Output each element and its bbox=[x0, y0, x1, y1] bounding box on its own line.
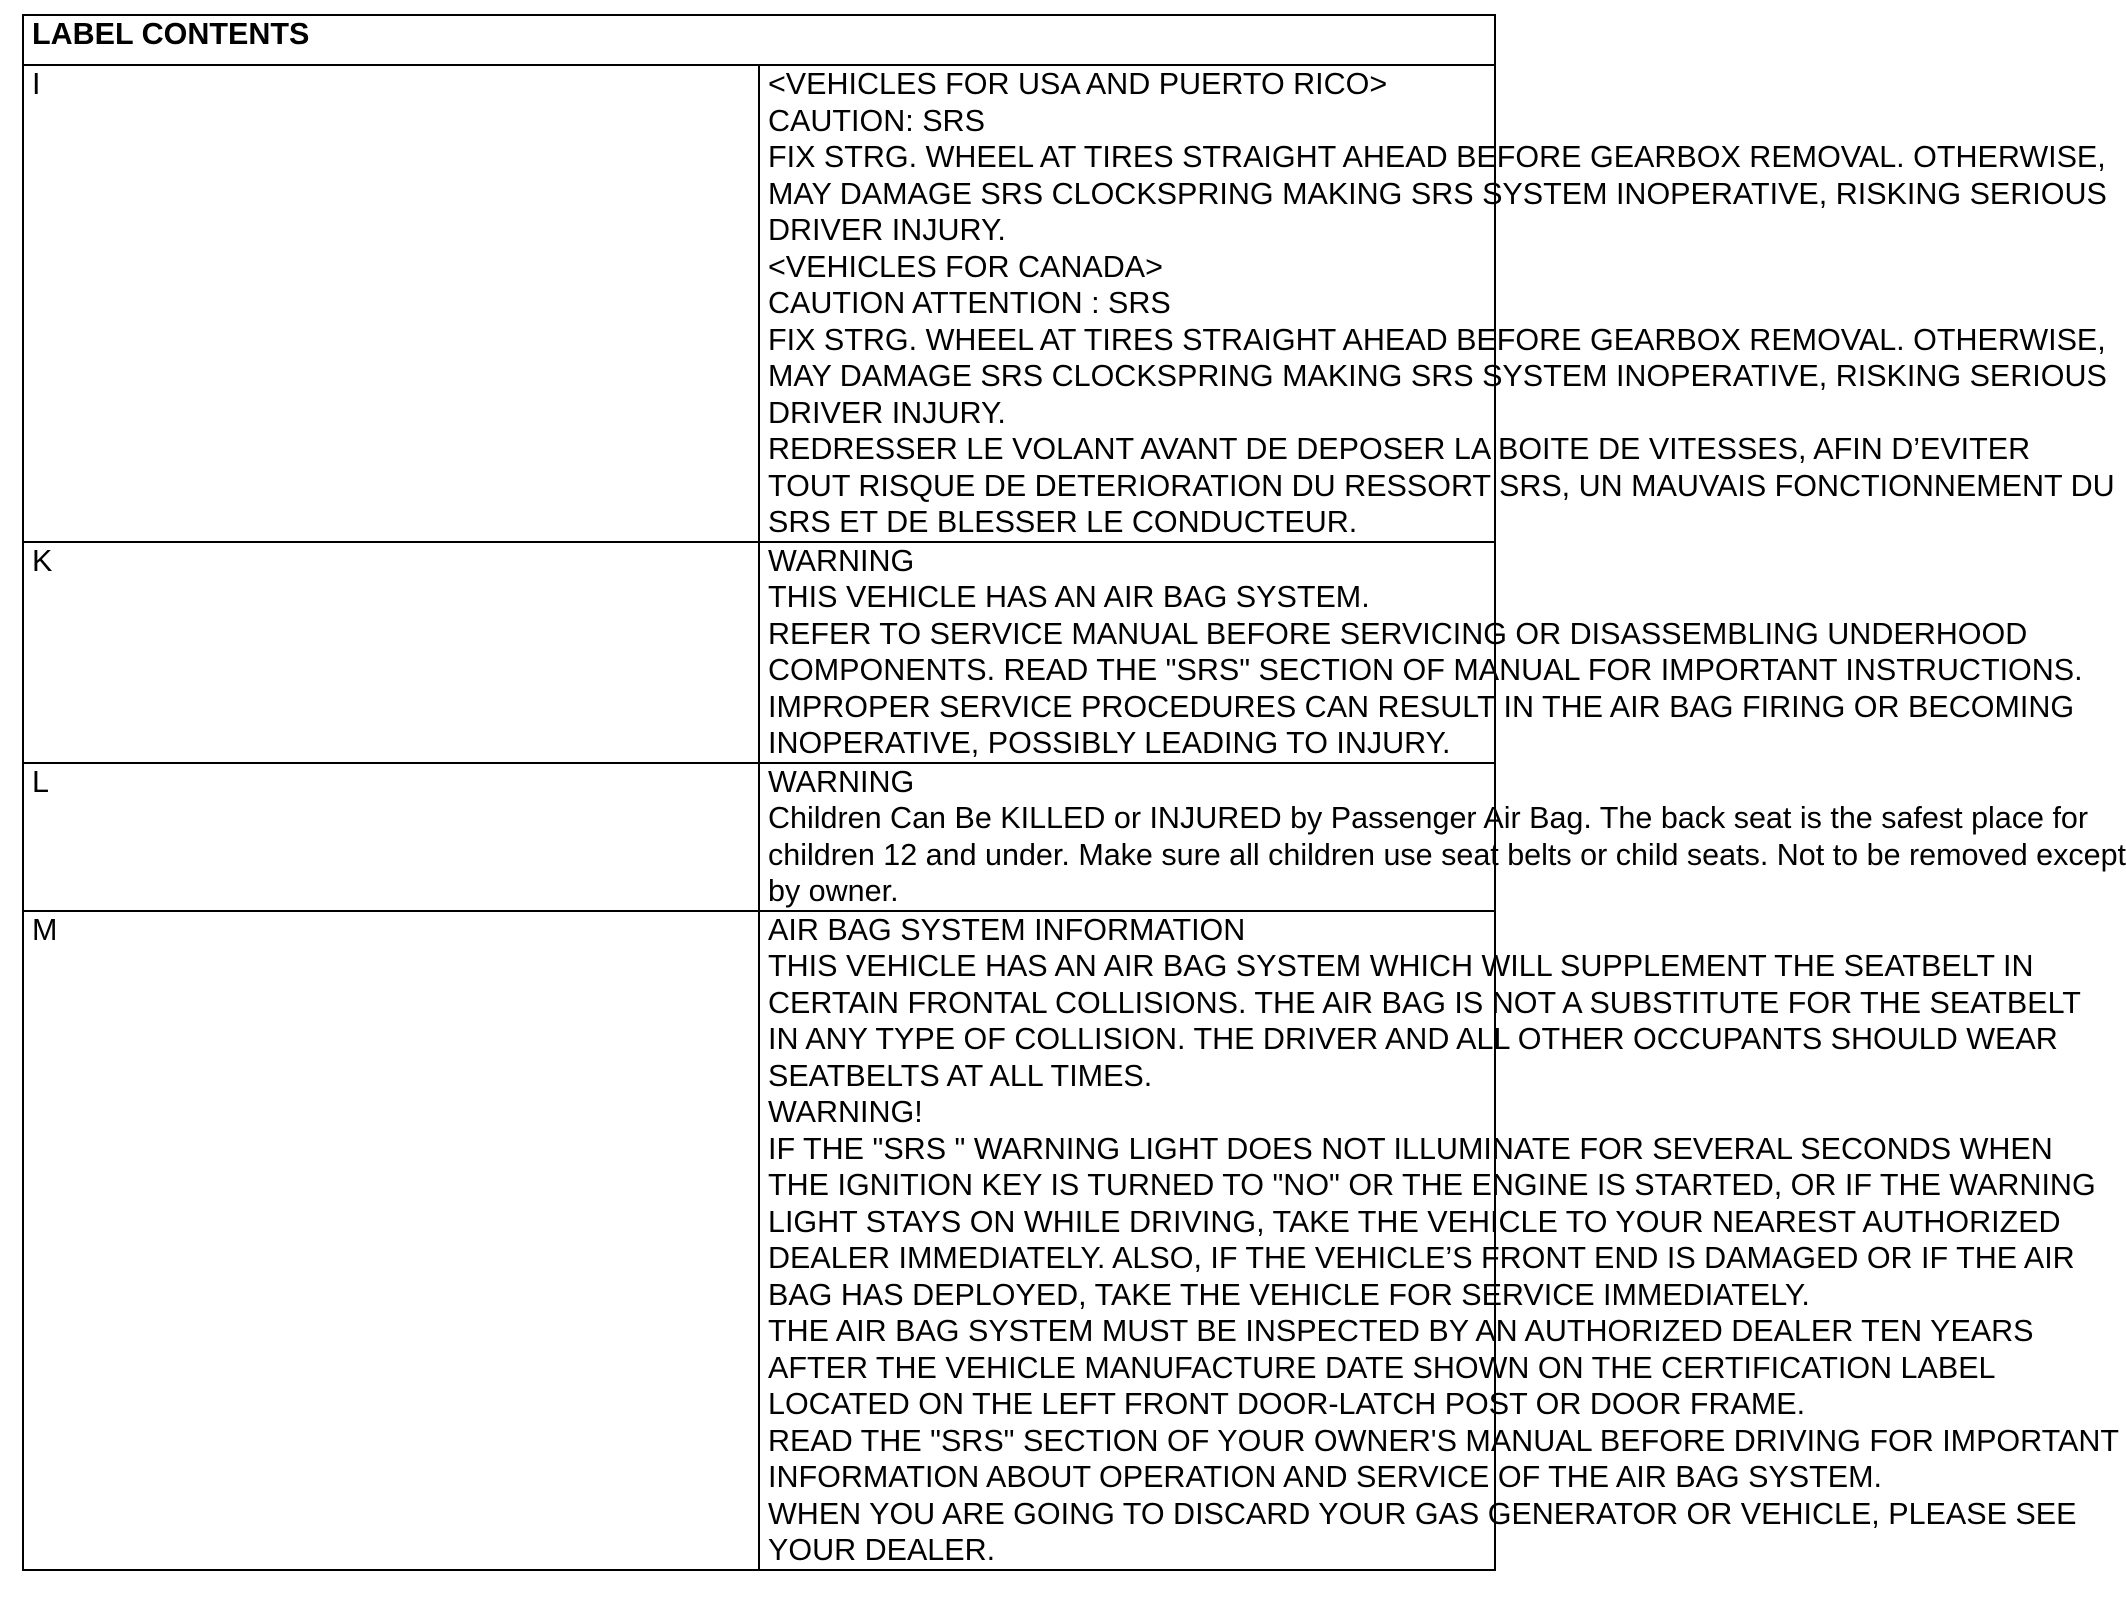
label-text bbox=[759, 542, 2083, 763]
label-text-line: BAG HAS DEPLOYED, TAKE THE VEHICLE FOR SERVICE IMMEDIATELY. bbox=[768, 1277, 1810, 1312]
label-text-line: WARNING bbox=[768, 543, 915, 578]
label-id: L bbox=[23, 763, 759, 911]
label-text-line: DRIVER INJURY. bbox=[768, 395, 1006, 430]
label-id: I bbox=[23, 65, 759, 542]
label-text-line: READ THE "SRS" SECTION OF YOUR OWNER'S MANUAL BEFORE DRIVING FOR IMPORTANT bbox=[768, 1423, 2119, 1458]
label-text-line: REDRESSER LE VOLANT AVANT DE DEPOSER LA BOITE DE VITESSES, AFIN D’EVITER bbox=[768, 432, 2031, 466]
label-text-line: children 12 and under. Make sure all children use seat belts or child seats. Not to be removed except bbox=[768, 837, 2126, 872]
label-text-line: SRS ET DE BLESSER LE CONDUCTEUR. bbox=[768, 505, 1358, 539]
label-text-line: <VEHICLES FOR USA AND PUERTO RICO> bbox=[768, 67, 1388, 101]
label-text-line: FIX STRG. WHEEL AT TIRES STRAIGHT AHEAD BEFORE GEARBOX REMOVAL. OTHERWISE, bbox=[768, 322, 2106, 357]
label-text-line: INOPERATIVE, POSSIBLY LEADING TO INJURY. bbox=[768, 726, 1451, 760]
header-row bbox=[23, 15, 1495, 65]
label-text-line: WARNING bbox=[768, 764, 915, 799]
label-text-line: WARNING! bbox=[768, 1095, 923, 1129]
table-row bbox=[23, 65, 1495, 542]
label-id: M bbox=[23, 911, 759, 1570]
label-text-line: WHEN YOU ARE GOING TO DISCARD YOUR GAS GENERATOR OR VEHICLE, PLEASE SEE bbox=[768, 1496, 2077, 1531]
label-text-line: REFER TO SERVICE MANUAL BEFORE SERVICING OR DISASSEMBLING UNDERHOOD bbox=[768, 616, 2028, 651]
label-text-line: INFORMATION ABOUT OPERATION AND SERVICE OF THE AIR BAG SYSTEM. bbox=[768, 1460, 1883, 1494]
label-text-line: IF THE "SRS " WARNING LIGHT DOES NOT ILLUMINATE FOR SEVERAL SECONDS WHEN bbox=[768, 1131, 2053, 1166]
label-text-line: LIGHT STAYS ON WHILE DRIVING, TAKE THE VEHICLE TO YOUR NEAREST AUTHORIZED bbox=[768, 1204, 2061, 1239]
label-text-line: YOUR DEALER. bbox=[768, 1533, 996, 1567]
label-text-line: IMPROPER SERVICE PROCEDURES CAN RESULT IN THE AIR BAG FIRING OR BECOMING bbox=[768, 689, 2075, 724]
label-text bbox=[759, 65, 2115, 542]
label-text bbox=[759, 763, 2126, 911]
label-text bbox=[759, 911, 2119, 1570]
table-row bbox=[23, 542, 1495, 763]
label-text-line: CAUTION: SRS bbox=[768, 103, 985, 138]
label-text-line: MAY DAMAGE SRS CLOCKSPRING MAKING SRS SYSTEM INOPERATIVE, RISKING SERIOUS bbox=[768, 359, 2107, 393]
label-text-line: THIS VEHICLE HAS AN AIR BAG SYSTEM WHICH WILL SUPPLEMENT THE SEATBELT IN bbox=[768, 949, 2034, 983]
label-text-line: AIR BAG SYSTEM INFORMATION bbox=[768, 912, 1246, 947]
label-text-line: THE IGNITION KEY IS TURNED TO "NO" OR THE ENGINE IS STARTED, OR IF THE WARNING bbox=[768, 1168, 2096, 1202]
label-text-line: CERTAIN FRONTAL COLLISIONS. THE AIR BAG IS NOT A SUBSTITUTE FOR THE SEATBELT bbox=[768, 985, 2081, 1020]
label-text-line: THIS VEHICLE HAS AN AIR BAG SYSTEM. bbox=[768, 580, 1370, 614]
table-row bbox=[23, 763, 1495, 911]
table-body bbox=[23, 15, 2126, 1570]
label-text-line: COMPONENTS. READ THE "SRS" SECTION OF MANUAL FOR IMPORTANT INSTRUCTIONS. bbox=[768, 653, 2083, 687]
label-contents-table bbox=[22, 14, 2126, 1571]
label-text-line: LOCATED ON THE LEFT FRONT DOOR-LATCH POST OR DOOR FRAME. bbox=[768, 1387, 1806, 1421]
label-text-line: AFTER THE VEHICLE MANUFACTURE DATE SHOWN ON THE CERTIFICATION LABEL bbox=[768, 1350, 1996, 1385]
label-text-line: TOUT RISQUE DE DETERIORATION DU RESSORT SRS, UN MAUVAIS FONCTIONNEMENT DU bbox=[768, 468, 2115, 503]
label-text-line: Children Can Be KILLED or INJURED by Passenger Air Bag. The back seat is the safest place for bbox=[768, 801, 2089, 835]
label-text-line: MAY DAMAGE SRS CLOCKSPRING MAKING SRS SYSTEM INOPERATIVE, RISKING SERIOUS bbox=[768, 176, 2107, 211]
label-text-line: CAUTION ATTENTION : SRS bbox=[768, 286, 1171, 320]
label-text-line: THE AIR BAG SYSTEM MUST BE INSPECTED BY AN AUTHORIZED DEALER TEN YEARS bbox=[768, 1314, 2034, 1348]
label-text-line: <VEHICLES FOR CANADA> bbox=[768, 249, 1163, 284]
table-row bbox=[23, 911, 1495, 1570]
label-text-line: by owner. bbox=[768, 874, 899, 908]
label-text-line: DEALER IMMEDIATELY. ALSO, IF THE VEHICLE’S FRONT END IS DAMAGED OR IF THE AIR bbox=[768, 1241, 2075, 1275]
label-text-line: IN ANY TYPE OF COLLISION. THE DRIVER AND ALL OTHER OCCUPANTS SHOULD WEAR bbox=[768, 1022, 2058, 1056]
label-id: K bbox=[23, 542, 759, 763]
table-header: LABEL CONTENTS bbox=[23, 15, 1495, 65]
label-text-line: DRIVER INJURY. bbox=[768, 213, 1006, 247]
label-text-line: SEATBELTS AT ALL TIMES. bbox=[768, 1058, 1153, 1093]
label-text-line: FIX STRG. WHEEL AT TIRES STRAIGHT AHEAD BEFORE GEARBOX REMOVAL. OTHERWISE, bbox=[768, 140, 2106, 174]
